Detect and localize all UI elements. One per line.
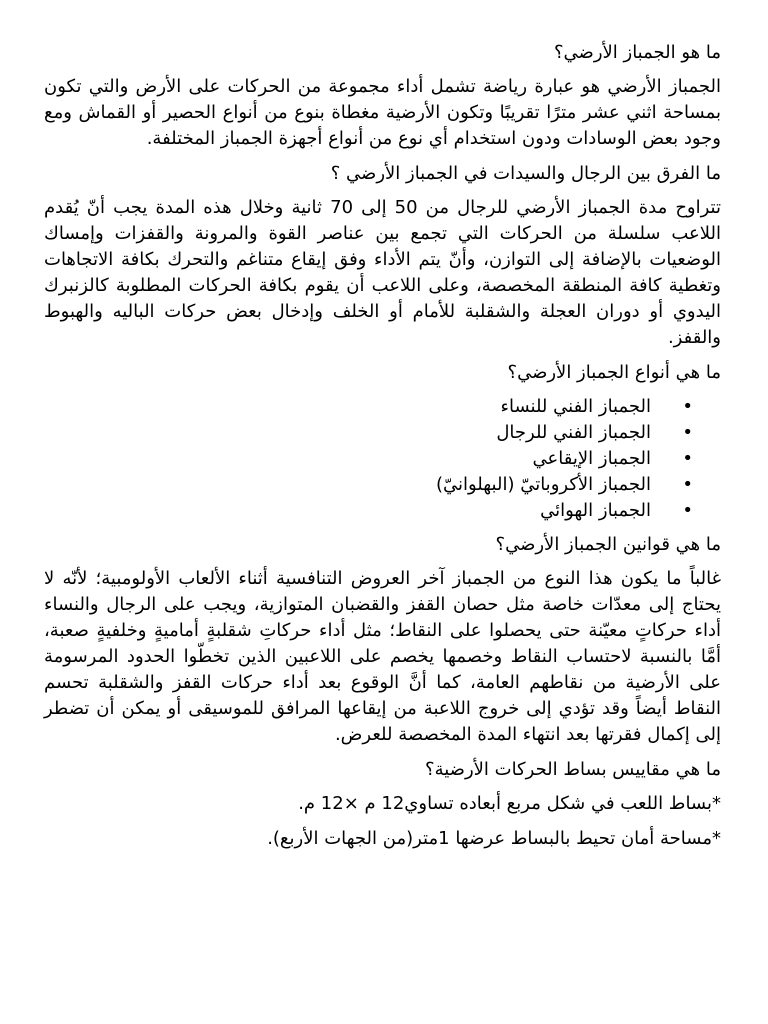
list-item	[44, 394, 721, 420]
paragraph-definition: الجمباز الأرضي هو عبارة رياضة تشمل أداء مجموعة من الحركات على الأرض والتي تكون بمساحة اثني عشر مترًا تقريبًا وتكون الأرضية مغطاة بنوع من أنواع الحصير أو القماش ومع وجود بعض الوسادات ودون استخدام أي نوع من أنواع أجهزة الجمباز المختلفة.	[44, 76, 721, 149]
question-what-is-floor-gymnastics: ما هو الجمباز الأرضي؟	[553, 42, 721, 63]
list-item	[44, 420, 721, 446]
question-men-women-difference: ما الفرق بين الرجال والسيدات في الجمباز الأرضي ؟	[330, 163, 721, 184]
mat-size-line: *بساط اللعب في شكل مربع أبعاده تساوي12 م ×12 م.	[298, 793, 721, 814]
list-item	[44, 472, 721, 498]
bullet-icon: •	[682, 448, 693, 469]
bullet-icon: •	[682, 500, 693, 521]
question-gymnastics-types: ما هي أنواع الجمباز الأرضي؟	[507, 362, 721, 383]
question-rules: ما هي قوانين الجمباز الأرضي؟	[495, 534, 721, 555]
safety-area-line: *مساحة أمان تحيط بالبساط عرضها 1متر(من الجهات الأربع).	[267, 828, 721, 849]
list-item-label: الجمباز الإيقاعي	[532, 448, 651, 469]
bullet-icon: •	[682, 422, 693, 443]
list-item-label: الجمباز الأكروباتيّ (البهلوانيّ)	[435, 474, 651, 495]
list-item-label: الجمباز الهوائي	[540, 500, 651, 521]
paragraph-men-duration: تتراوح مدة الجمباز الأرضي للرجال من 50 إلى 70 ثانية وخلال هذه المدة يجب أنّ يُقدم اللاعب سلسلة من الحركات التي تجمع بين عناصر القوة والمرونة والقفزات وإمساك الوضعيات بالإضافة إلى التوازن، وأنّ يتم الأداء وفق إيقاع متناغم والتحرك بكافة الاتجاهات وتغطية كافة المنطقة المخصصة، وعلى اللاعب أن يقوم بكافة الحركات المطلوبة كالزنبرك اليدوي أو دوران العجلة والشقلبة للأمام أو الخلف وإدخال بعض حركات الباليه والهبوط والقفز.	[44, 197, 722, 348]
types-list	[44, 394, 721, 524]
list-item	[44, 498, 721, 524]
bullet-icon: •	[682, 396, 693, 417]
bullet-icon: •	[682, 474, 693, 495]
paragraph-rules: غالباً ما يكون هذا النوع من الجمباز آخر العروض التنافسية أثناء الألعاب الأولومبية؛ لأنّه لا يحتاج إلى معدّات خاصة مثل حصان القفز والقضبان المتوازية، ويجب على الرجال والنساء أداء حركاتٍ معيّنة حتى يحصلوا على النقاط؛ مثل أداء حركاتِ شقلبةٍ أماميةٍ وخلفيةٍ صعبة، أمَّا بالنسبة لاحتساب النقاط وخصمها يخصم على اللاعبين الذين تخطّوا الحدود المرسومة على الأرضية من نقاطهم العامة، كما أنَّ الوقوع بعد أداء حركات القفز والشقلبة تحسم النقاط أيضاً وقد تؤدي إلى خروج اللاعبة من إيقاعها المرافق للموسيقى أو يمكن أن تضطر إلى إكمال فقرتها بعد انتهاء المدة المخصصة للعرض.	[44, 568, 721, 745]
list-item	[44, 446, 721, 472]
list-item-label: الجمباز الفني للرجال	[496, 422, 651, 443]
question-mat-dimensions: ما هي مقاييس بساط الحركات الأرضية؟	[425, 759, 721, 780]
list-item-label: الجمباز الفني للنساء	[500, 396, 651, 417]
